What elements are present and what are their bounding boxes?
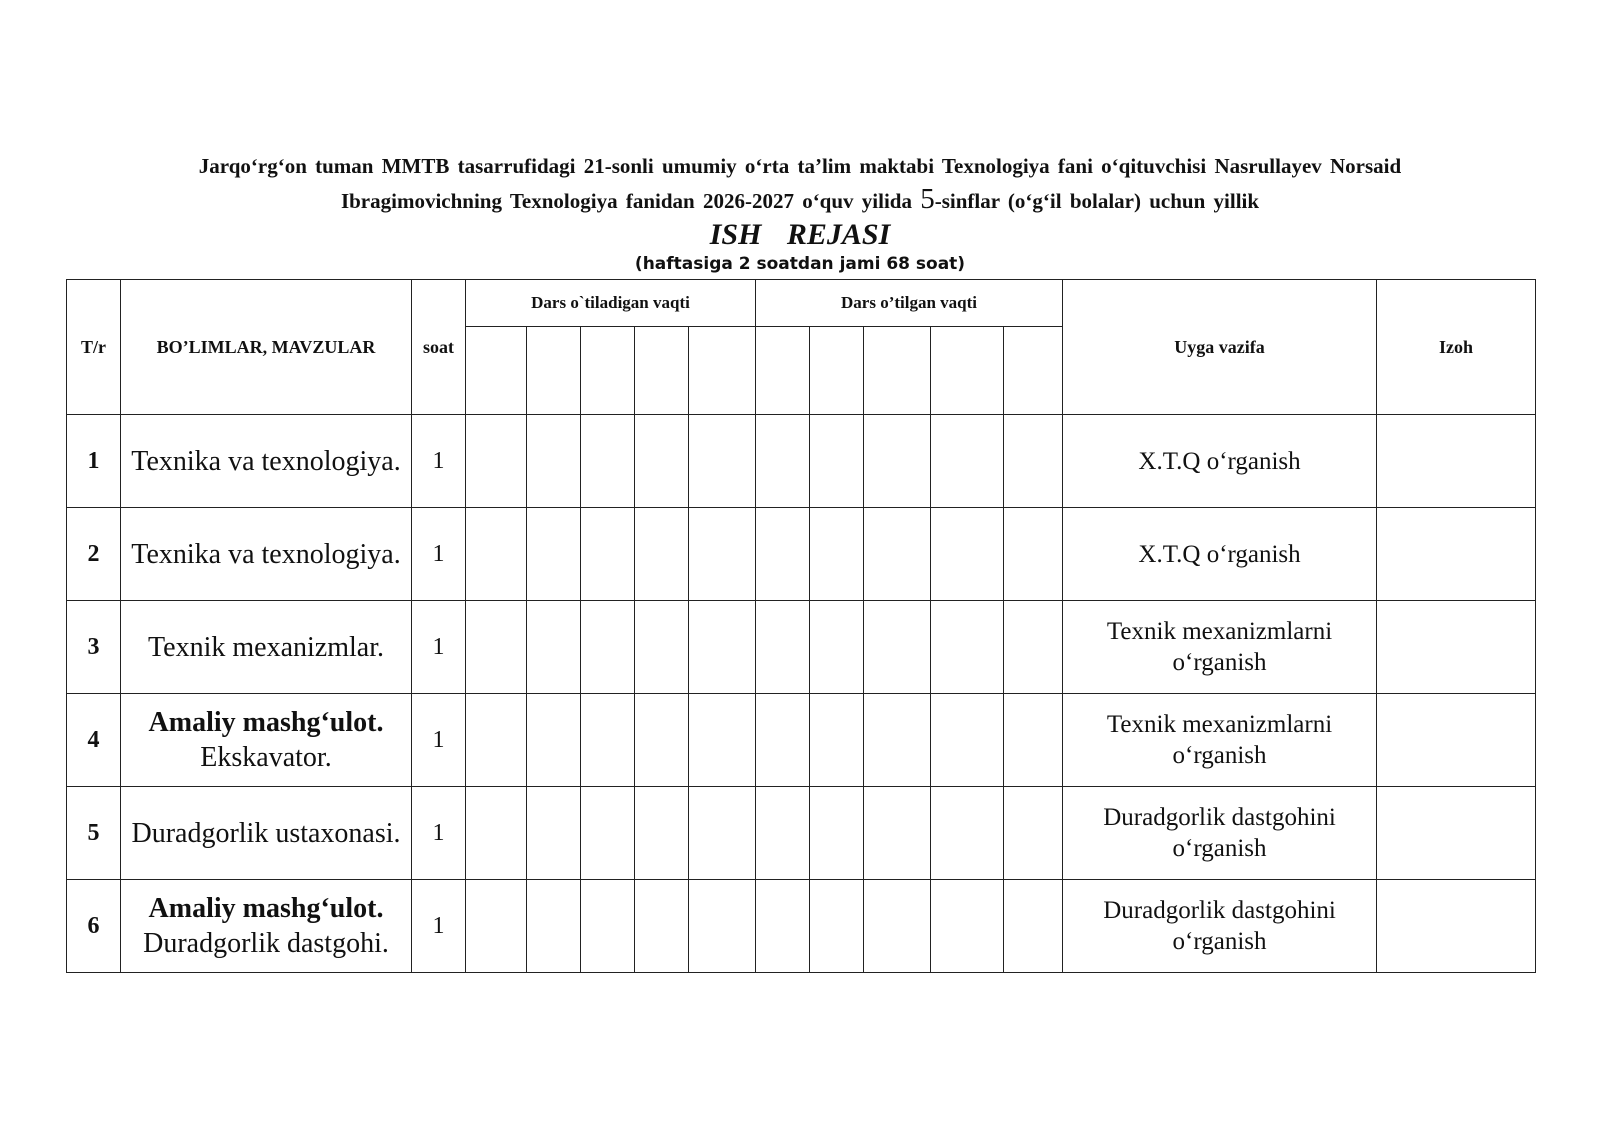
row-number: 4: [67, 694, 121, 787]
planned-date-cell[interactable]: [527, 508, 581, 601]
planned-date-cell[interactable]: [466, 694, 527, 787]
header-line-2-suffix: -sinflar (o‘g‘il bolalar) uchun yillik: [934, 189, 1260, 213]
row-homework: Duradgorlik dastgohini o‘rganish: [1063, 880, 1377, 973]
planned-date-cell[interactable]: [527, 880, 581, 973]
completed-date-cell[interactable]: [756, 694, 810, 787]
planned-date-cell[interactable]: [635, 601, 689, 694]
completed-date-cell[interactable]: [931, 508, 1004, 601]
row-note[interactable]: [1377, 694, 1536, 787]
table-row: [67, 787, 1536, 880]
planned-date-cell[interactable]: [581, 508, 635, 601]
col-header-note: Izoh: [1377, 280, 1536, 415]
header-line-1: Jarqo‘rg‘on tuman MMTB tasarrufidagi 21-sonli umumiy o‘rta ta’lim maktabi Texnologiya fani o‘qituvchisi Nasrullayev Norsaid: [198, 154, 1402, 178]
row-homework: X.T.Q o‘rganish: [1063, 415, 1377, 508]
planned-date-cell[interactable]: [689, 601, 756, 694]
planned-date-cell[interactable]: [466, 601, 527, 694]
completed-date-cell[interactable]: [931, 415, 1004, 508]
row-number: 3: [67, 601, 121, 694]
row-number: 6: [67, 880, 121, 973]
planned-date-cell[interactable]: [635, 880, 689, 973]
completed-date-cell[interactable]: [864, 415, 931, 508]
completed-date-cell[interactable]: [864, 694, 931, 787]
row-hours: 1: [412, 508, 466, 601]
row-hours: 1: [412, 694, 466, 787]
completed-date-cell[interactable]: [810, 601, 864, 694]
row-homework: Texnik mexanizmlarni o‘rganish: [1063, 601, 1377, 694]
table-row: [67, 601, 1536, 694]
row-hours: 1: [412, 787, 466, 880]
planned-date-cell[interactable]: [689, 787, 756, 880]
row-note[interactable]: [1377, 415, 1536, 508]
col-header-number: T/r: [67, 280, 121, 415]
topic-text: Texnik mexanizmlar.: [148, 631, 384, 663]
completed-date-cell[interactable]: [810, 880, 864, 973]
planned-date-cell[interactable]: [466, 508, 527, 601]
planned-date-cell[interactable]: [581, 415, 635, 508]
topic-text: Duradgorlik ustaxonasi.: [131, 817, 401, 849]
completed-date-cell[interactable]: [1004, 880, 1063, 973]
planned-date-subcell: [527, 327, 581, 415]
document-header: [0, 150, 1600, 276]
completed-date-cell[interactable]: [931, 601, 1004, 694]
document-subtitle: (haftasiga 2 soatdan jami 68 soat): [634, 254, 966, 274]
completed-date-cell[interactable]: [864, 880, 931, 973]
completed-date-cell[interactable]: [1004, 694, 1063, 787]
completed-date-cell[interactable]: [810, 787, 864, 880]
completed-date-cell[interactable]: [810, 415, 864, 508]
planned-date-cell[interactable]: [689, 415, 756, 508]
row-hours: 1: [412, 601, 466, 694]
topic-text: Texnika va texnologiya.: [131, 538, 401, 570]
row-number: 5: [67, 787, 121, 880]
row-topic: [121, 415, 412, 508]
topic-text: Ekskavator.: [200, 742, 332, 773]
col-header-homework: Uyga vazifa: [1063, 280, 1377, 415]
completed-date-cell[interactable]: [1004, 601, 1063, 694]
row-note[interactable]: [1377, 787, 1536, 880]
planned-date-subcell: [635, 327, 689, 415]
planned-date-cell[interactable]: [689, 694, 756, 787]
planned-date-subcell: [689, 327, 756, 415]
row-number: 2: [67, 508, 121, 601]
completed-date-subcell: [756, 327, 810, 415]
planned-date-cell[interactable]: [527, 787, 581, 880]
planned-date-cell[interactable]: [466, 880, 527, 973]
completed-date-cell[interactable]: [810, 508, 864, 601]
row-homework: Texnik mexanizmlarni o‘rganish: [1063, 694, 1377, 787]
planned-date-cell[interactable]: [689, 880, 756, 973]
planned-date-cell[interactable]: [527, 694, 581, 787]
completed-date-cell[interactable]: [1004, 787, 1063, 880]
document-title: ISH REJASI: [709, 218, 891, 251]
completed-date-cell[interactable]: [864, 601, 931, 694]
completed-date-cell[interactable]: [810, 694, 864, 787]
row-note[interactable]: [1377, 601, 1536, 694]
completed-date-cell[interactable]: [756, 880, 810, 973]
col-header-completed-date: Dars o’tilgan vaqti: [756, 280, 1063, 327]
topic-text: Texnika va texnologiya.: [131, 445, 401, 477]
planned-date-cell[interactable]: [466, 787, 527, 880]
completed-date-subcell: [810, 327, 864, 415]
planned-date-cell[interactable]: [635, 787, 689, 880]
topic-text: Duradgorlik dastgohi.: [143, 928, 389, 959]
planned-date-cell[interactable]: [635, 415, 689, 508]
planned-date-subcell: [581, 327, 635, 415]
table-row: [67, 694, 1536, 787]
row-topic: [121, 694, 412, 787]
header-line-2: [0, 183, 1600, 218]
planned-date-cell[interactable]: [581, 880, 635, 973]
planned-date-cell[interactable]: [581, 787, 635, 880]
planned-date-cell[interactable]: [527, 415, 581, 508]
row-homework: X.T.Q o‘rganish: [1063, 508, 1377, 601]
planned-date-cell[interactable]: [689, 508, 756, 601]
planned-date-cell[interactable]: [635, 508, 689, 601]
completed-date-cell[interactable]: [1004, 508, 1063, 601]
completed-date-cell[interactable]: [864, 508, 931, 601]
planned-date-cell[interactable]: [581, 694, 635, 787]
completed-date-subcell: [1004, 327, 1063, 415]
completed-date-cell[interactable]: [931, 880, 1004, 973]
planned-date-cell[interactable]: [527, 601, 581, 694]
row-note[interactable]: [1377, 880, 1536, 973]
row-hours: 1: [412, 415, 466, 508]
table-body: [67, 415, 1536, 973]
completed-date-cell[interactable]: [931, 787, 1004, 880]
grade-number: 5: [920, 183, 935, 215]
col-header-planned-date: Dars o`tiladigan vaqti: [466, 280, 756, 327]
row-topic: [121, 880, 412, 973]
topic-practical-label: Amaliy mashg‘ulot.: [148, 707, 384, 738]
planned-date-cell[interactable]: [466, 415, 527, 508]
completed-date-cell[interactable]: [1004, 415, 1063, 508]
row-topic: [121, 787, 412, 880]
completed-date-cell[interactable]: [756, 415, 810, 508]
row-number: 1: [67, 415, 121, 508]
completed-date-subcell: [864, 327, 931, 415]
completed-date-cell[interactable]: [756, 601, 810, 694]
row-topic: [121, 601, 412, 694]
table-row: [67, 508, 1536, 601]
col-header-hours: soat: [412, 280, 466, 415]
row-topic: [121, 508, 412, 601]
row-homework: Duradgorlik dastgohini o‘rganish: [1063, 787, 1377, 880]
table-row: [67, 415, 1536, 508]
planned-date-subcell: [466, 327, 527, 415]
work-plan-table: [66, 279, 1536, 973]
topic-practical-label: Amaliy mashg‘ulot.: [148, 893, 384, 924]
completed-date-cell[interactable]: [931, 694, 1004, 787]
completed-date-cell[interactable]: [756, 508, 810, 601]
header-line-2-text: Ibragimovichning Texnologiya fanidan 2026-2027 o‘quv yilida: [340, 189, 912, 213]
completed-date-subcell: [931, 327, 1004, 415]
row-hours: 1: [412, 880, 466, 973]
completed-date-cell[interactable]: [756, 787, 810, 880]
table-row: [67, 880, 1536, 973]
completed-date-cell[interactable]: [864, 787, 931, 880]
planned-date-cell[interactable]: [635, 694, 689, 787]
row-note[interactable]: [1377, 508, 1536, 601]
col-header-topics: BO’LIMLAR, MAVZULAR: [121, 280, 412, 415]
planned-date-cell[interactable]: [581, 601, 635, 694]
